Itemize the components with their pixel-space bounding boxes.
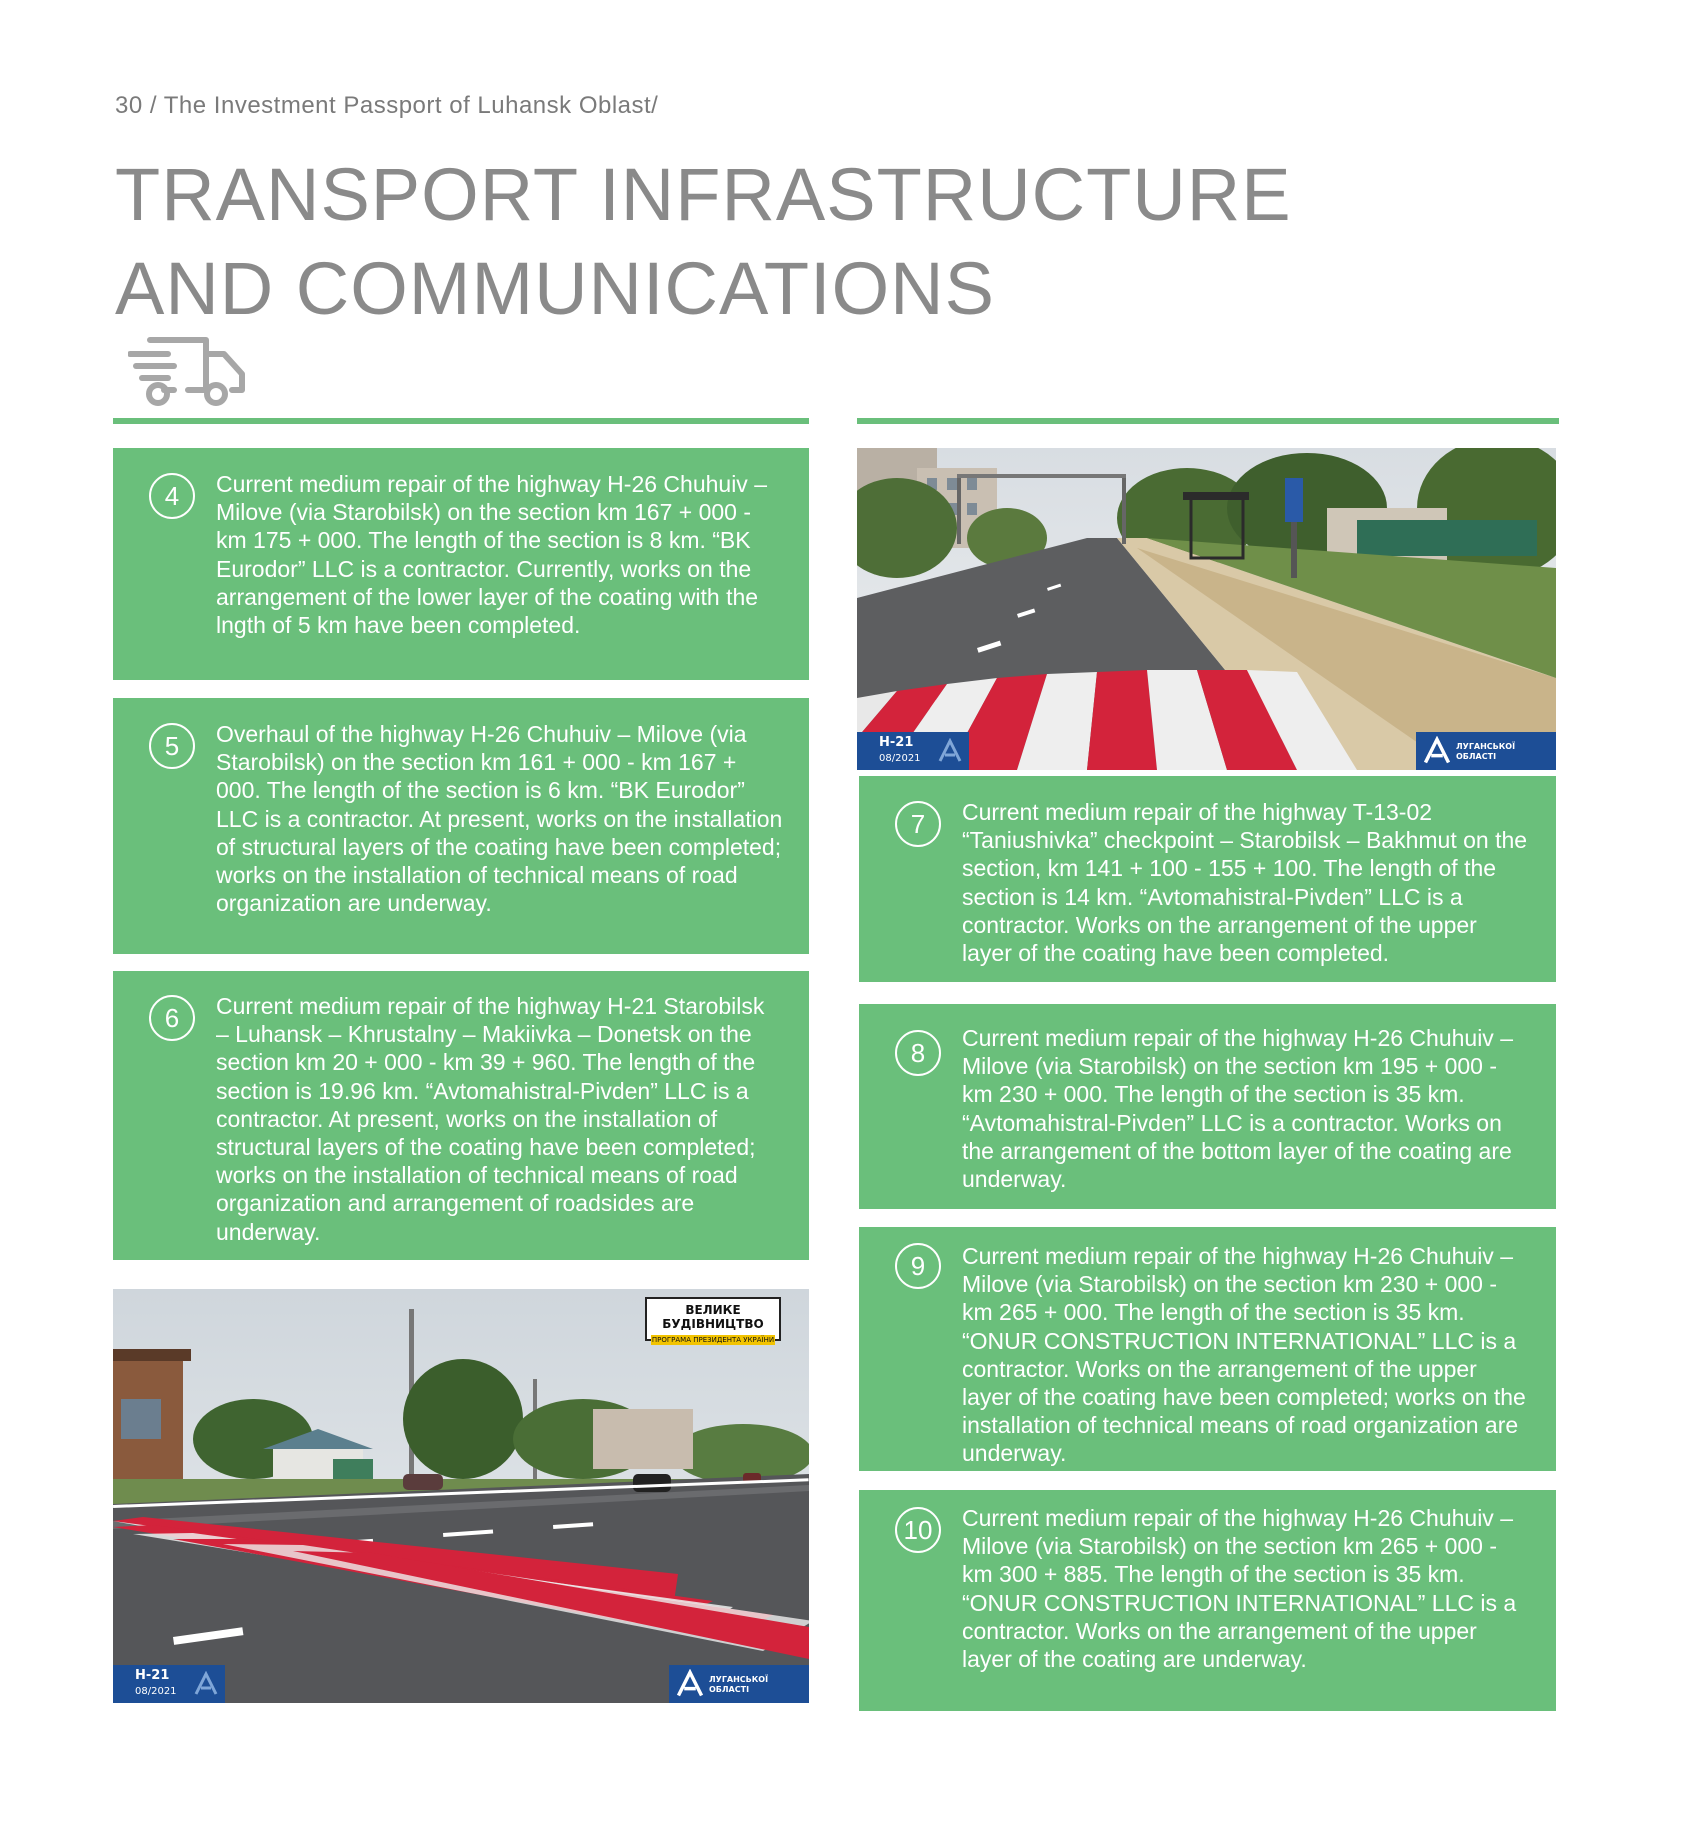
photo-road-stamp (113, 1665, 225, 1703)
agency-logo-icon (937, 738, 963, 764)
road-photo-top-right (857, 448, 1556, 770)
card-text: Current medium repair of the highway T-13-02 “Taniushivka” checkpoint – Starobilsk – Bakhmut on the section, km 141 + 100 - 155 + 100. The length of the section is 14 km. “Avtomahistral-Pivden” LLC is a contractor. Works on the arrangement of the upper layer of the coating have been completed. (962, 799, 1528, 967)
photo-date: 08/2021 (135, 1686, 177, 1697)
card-number-badge: 7 (895, 801, 941, 847)
project-card-9 (859, 1227, 1556, 1471)
card-number-badge: 9 (895, 1243, 941, 1289)
card-text: Current medium repair of the highway H-26 Chuhuiv – Milove (via Starobilsk) on the section km 167 + 000 - km 175 + 000. The length of the section is 8 km. “BK Eurodor” LLC is a contractor. Currently, works on the arrangement of the lower layer of the coating with the lngth of 5 km have been completed. (216, 471, 767, 639)
agency-logo-text: ЛУГАНСЬКОЇ ОБЛАСТІ (709, 1675, 769, 1694)
card-text: Current medium repair of the highway H-26 Chuhuiv – Milove (via Starobilsk) on the section km 195 + 000 - km 230 + 000. The length of the section is 35 km. “Avtomahistral-Pivden” LLC is a contractor. Works on the arrangement of the bottom layer of the coating are underway. (962, 1025, 1513, 1193)
agency-logo-icon (1422, 736, 1452, 766)
page-number: 30 (115, 92, 143, 119)
photo-agency-logo (669, 1665, 809, 1703)
delivery-truck-icon (128, 332, 248, 414)
project-card-10 (859, 1490, 1556, 1711)
running-header (115, 92, 658, 120)
photo-date: 08/2021 (879, 753, 921, 764)
card-text: Current medium repair of the highway H-26 Chuhuiv – Milove (via Starobilsk) on the section km 265 + 000 - km 300 + 885. The length of the section is 35 km. “ONUR CONSTRUCTION INTERNATIONAL” LLC is a contractor. Works on the arrangement of the upper layer of the coating are underway. (962, 1505, 1517, 1673)
card-number-badge: 10 (895, 1507, 941, 1553)
project-card-8 (859, 1004, 1556, 1209)
banner-subtitle: ПРОГРАМА ПРЕЗИДЕНТА УКРАЇНИ (651, 1336, 775, 1344)
project-card-4 (113, 448, 809, 680)
photo-agency-logo (1416, 732, 1556, 770)
card-text: Overhaul of the highway H-26 Chuhuiv – Milove (via Starobilsk) on the section km 161 + 000 - km 167 + 000. The length of the section is 6 km. “BK Eurodor” LLC is a contractor. At present, works on the installation of structural layers of the coating have been completed; works on the installation of technical means of road organization are underway. (216, 721, 783, 917)
project-card-5 (113, 698, 809, 954)
great-construction-banner (645, 1297, 781, 1344)
running-title: / The Investment Passport of Luhansk Oblast/ (142, 92, 659, 119)
photo-road-code: H-21 (879, 735, 914, 750)
road-photo-bottom-left (113, 1289, 809, 1703)
card-number-badge: 8 (895, 1030, 941, 1076)
left-column-rule (113, 418, 809, 424)
card-text: Current medium repair of the highway H-26 Chuhuiv – Milove (via Starobilsk) on the section km 230 + 000 - km 265 + 000. The length of the section is 35 km. “ONUR CONSTRUCTION INTERNATIONAL” LLC is a contractor. Works on the arrangement of the upper layer of the coating have been completed; works on the installation of technical means of road organization are underway. (962, 1243, 1526, 1467)
card-number-badge: 4 (149, 473, 195, 519)
photo-road-stamp (857, 732, 969, 770)
banner-title: ВЕЛИКЕ БУДІВНИЦТВО (662, 1303, 764, 1331)
agency-logo-icon (675, 1669, 705, 1699)
project-card-7 (859, 776, 1556, 982)
photo-road-code: H-21 (135, 1668, 170, 1683)
page-title: TRANSPORT INFRASTRUCTURE AND COMMUNICATIONS (115, 153, 1292, 330)
card-number-badge: 6 (149, 995, 195, 1041)
card-text: Current medium repair of the highway H-21 Starobilsk – Luhansk – Khrustalny – Makiivka – Donetsk on the section km 20 + 000 - km 39 + 960. The length of the section is 19.96 km. “Avtomahistral-Pivden” LLC is a contractor. At present, works on the installation of structural layers of the coating have been completed; works on the installation of technical means of road organization and arrangement of roadsides are underway. (216, 993, 765, 1245)
card-number-badge: 5 (149, 723, 195, 769)
agency-logo-text: ЛУГАНСЬКОЇ ОБЛАСТІ (1456, 742, 1516, 761)
agency-logo-icon (193, 1671, 219, 1697)
project-card-6 (113, 971, 809, 1260)
right-column-rule (857, 418, 1559, 424)
